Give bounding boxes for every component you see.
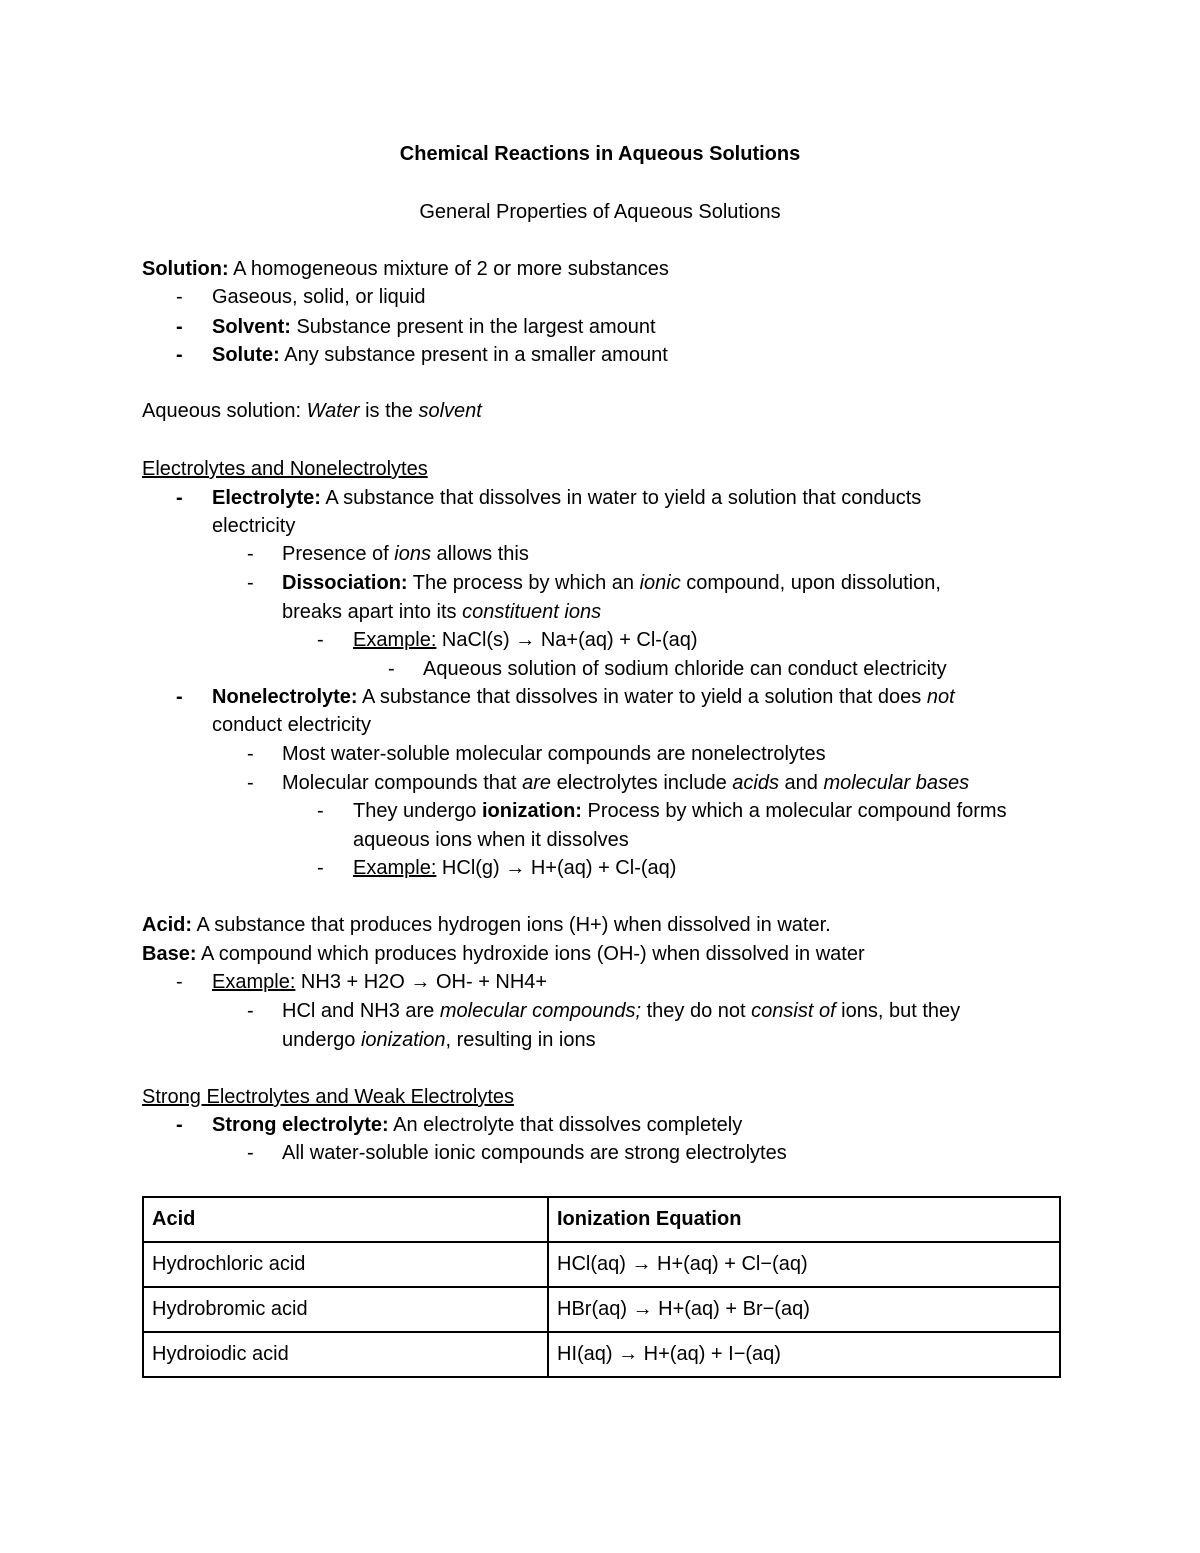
table-row (143, 1332, 1060, 1377)
mol-and: and (778, 772, 824, 794)
table-header-acid: Acid (143, 1197, 548, 1242)
table-row (143, 1287, 1060, 1332)
table-cell-equation: HCl(aq) → H+(aq) + Cl−(aq) (548, 1242, 1060, 1287)
nonelectrolyte-term: Nonelectrolyte: (212, 686, 358, 708)
mol-a: Molecular compounds that (282, 772, 523, 794)
example-label: Example: (212, 971, 296, 993)
strong-weak-heading: Strong Electrolytes and Weak Electrolytes (142, 1086, 515, 1108)
solute-def: Any substance present in a smaller amount (279, 344, 668, 366)
molecular-electrolytes (282, 773, 969, 793)
solvent-definition (212, 317, 656, 337)
table-cell-equation: HI(aq) → H+(aq) + I−(aq) (548, 1332, 1060, 1377)
hcl-nh3-note (282, 1001, 960, 1021)
solution-def: A homogeneous mixture of 2 or more substances (228, 258, 669, 280)
ionization-term: ionization: (481, 800, 582, 822)
bullet-dash: - (247, 1000, 254, 1022)
solution-definition (142, 259, 669, 279)
presence-b: allows this (431, 543, 529, 565)
strong-electrolyte-note: All water-soluble ionic compounds are strong electrolytes (282, 1142, 787, 1164)
hcl-molecular: molecular compounds; (439, 1000, 642, 1022)
hcl-example (353, 858, 676, 878)
dissociation-c: breaks apart into its (282, 601, 463, 623)
bullet-dash: - (176, 1114, 183, 1136)
solvent-term: Solvent: (212, 316, 291, 338)
hcl-b: they do not (641, 1000, 752, 1022)
hcl-c: ions, but they (835, 1000, 961, 1022)
dissociation-ionic: ionic (639, 572, 681, 594)
nonelectrolyte-def: A substance that dissolves in water to yield a solution that does (357, 686, 927, 708)
table-header-equation: Ionization Equation (548, 1197, 1060, 1242)
table-row (143, 1242, 1060, 1287)
electrolytes-heading: Electrolytes and Nonelectrolytes (142, 458, 428, 480)
electrolyte-def-cont: electricity (212, 515, 296, 537)
hcl-a: HCl and NH3 are (282, 1000, 440, 1022)
they-b: Process by which a molecular compound forms (581, 800, 1007, 822)
base-def: A compound which produces hydroxide ions (OH-) when dissolved in water (196, 943, 865, 965)
base-definition (142, 944, 865, 964)
bullet-dash: - (176, 316, 183, 338)
aqueous-solution-line (142, 401, 482, 421)
acid-ionization-table (142, 1196, 1061, 1378)
bullet-dash: - (388, 658, 395, 680)
bullet-dash: - (247, 743, 254, 765)
dissociation-term: Dissociation: (282, 572, 408, 594)
bullet-dash: - (317, 629, 324, 651)
dissociation-cont (282, 602, 601, 622)
bullet-dash: - (247, 572, 254, 594)
hcl-nh3-note-cont (282, 1030, 596, 1050)
nacl-example (353, 630, 698, 650)
bullet-dash: - (176, 487, 183, 509)
table-cell-acid: Hydrobromic acid (143, 1287, 548, 1332)
table-cell-equation: HBr(aq) → H+(aq) + Br−(aq) (548, 1287, 1060, 1332)
hcl-consist: consist of (751, 1000, 836, 1022)
dissociation-b: compound, upon dissolution, (680, 572, 941, 594)
most-water-soluble: Most water-soluble molecular compounds are nonelectrolytes (282, 743, 826, 765)
presence-ions: ions (394, 543, 431, 565)
bullet-dash: - (176, 971, 183, 993)
aqueous-prefix: Aqueous solution: (142, 400, 307, 422)
acid-def: A substance that produces hydrogen ions (H+) when dissolved in water. (192, 914, 831, 936)
dissociation-definition (282, 573, 941, 593)
hcl-equation: HCl(g) → H+(aq) + Cl-(aq) (436, 857, 677, 879)
they-a: They undergo (353, 800, 482, 822)
bullet-dash: - (176, 344, 183, 366)
nh3-example (212, 972, 547, 992)
bullet-dash: - (176, 686, 183, 708)
solution-bullet-states: Gaseous, solid, or liquid (212, 286, 426, 308)
bullet-dash: - (176, 286, 183, 308)
mol-bases: molecular bases (823, 772, 970, 794)
aqueous-mid: is the (359, 400, 419, 422)
nacl-equation: NaCl(s) → Na+(aq) + Cl-(aq) (436, 629, 698, 651)
dissociation-ions: constituent ions (462, 601, 602, 623)
und-a: undergo (282, 1029, 361, 1051)
nacl-note: Aqueous solution of sodium chloride can conduct electricity (423, 658, 947, 680)
und-b: , resulting in ions (445, 1029, 596, 1051)
acid-term: Acid: (142, 914, 192, 936)
nonelectrolyte-definition (212, 687, 955, 707)
solvent-def: Substance present in the largest amount (290, 316, 656, 338)
nh3-equation: NH3 + H2O → OH- + NH4+ (295, 971, 548, 993)
mol-acids: acids (732, 772, 779, 794)
solute-definition (212, 345, 668, 365)
ionization-cont: aqueous ions when it dissolves (353, 829, 629, 851)
strong-electrolyte-def: An electrolyte that dissolves completely (388, 1114, 743, 1136)
base-term: Base: (142, 943, 197, 965)
electrolyte-def: A substance that dissolves in water to yield a solution that conducts (320, 487, 922, 509)
example-label: Example: (353, 857, 437, 879)
nonelectrolyte-not: not (926, 686, 955, 708)
aqueous-solvent: solvent (418, 400, 482, 422)
und-ionization: ionization (360, 1029, 446, 1051)
table-cell-acid: Hydrochloric acid (143, 1242, 548, 1287)
electrolyte-term: Electrolyte: (212, 487, 321, 509)
bullet-dash: - (247, 1142, 254, 1164)
nonelectrolyte-def-cont: conduct electricity (212, 714, 371, 736)
section-subtitle: General Properties of Aqueous Solutions (419, 201, 781, 223)
page-title: Chemical Reactions in Aqueous Solutions (399, 143, 801, 165)
bullet-dash: - (247, 772, 254, 794)
table-cell-acid: Hydroiodic acid (143, 1332, 548, 1377)
bullet-dash: - (317, 857, 324, 879)
ionization-definition (353, 801, 1007, 821)
table-header-row (143, 1197, 1060, 1242)
acid-definition (142, 915, 831, 935)
solution-term: Solution: (142, 258, 229, 280)
bullet-dash: - (317, 800, 324, 822)
example-label: Example: (353, 629, 437, 651)
strong-electrolyte-definition (212, 1115, 742, 1135)
solute-term: Solute: (212, 344, 280, 366)
mol-are: are (522, 772, 552, 794)
presence-a: Presence of (282, 543, 395, 565)
dissociation-a: The process by which an (407, 572, 640, 594)
strong-electrolyte-term: Strong electrolyte: (212, 1114, 389, 1136)
aqueous-water: Water (306, 400, 360, 422)
mol-b: electrolytes include (551, 772, 733, 794)
presence-of-ions (282, 544, 529, 564)
bullet-dash: - (247, 543, 254, 565)
electrolyte-definition (212, 488, 921, 508)
